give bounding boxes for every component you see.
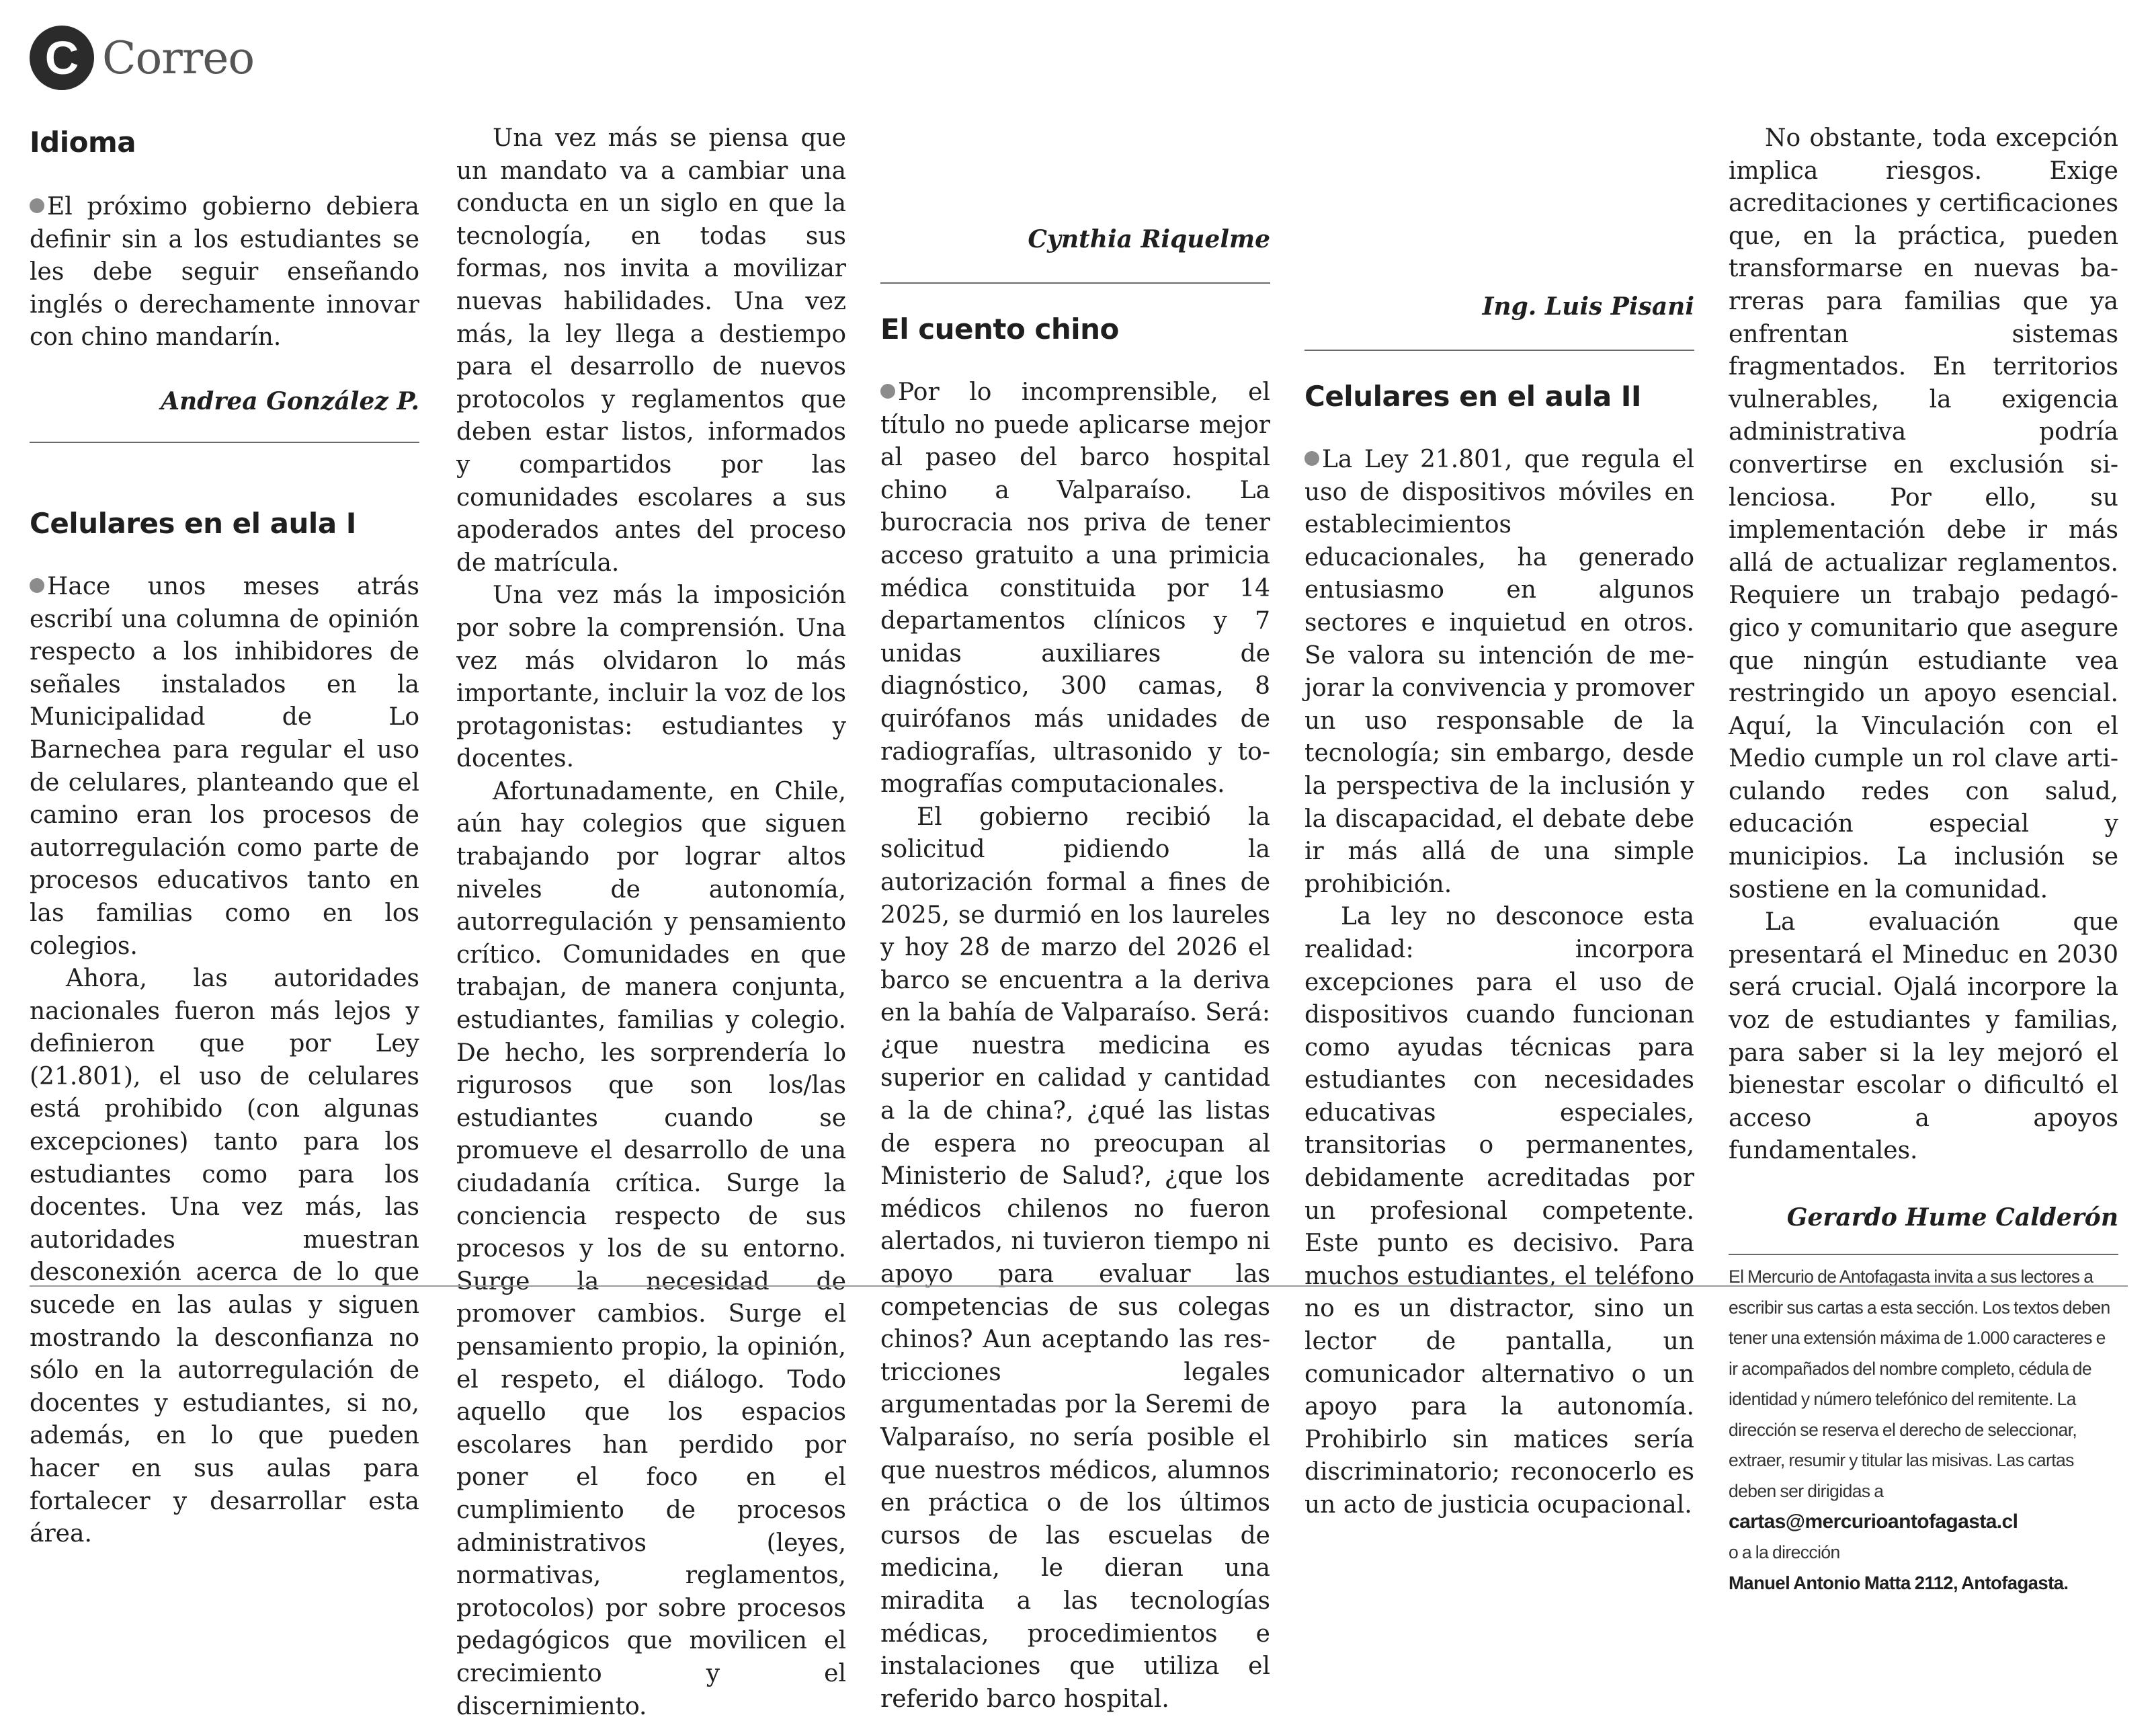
column-1 bbox=[30, 122, 419, 1551]
letter-paragraph: Afortunadamente, en Chile, aún hay colegios que siguen trabajando por lograr altos niveles de autonomía, autorregulación y pensamiento crítico. Comunidades en que trabajan, de manera conjunta, estudiantes, familias y colegio. De hecho, les sorprendería lo rigurosos que son los/las estudiantes cuando se promueve el desarrollo de una ciudadanía crítica. Surge la conciencia respecto de sus procesos y los de su entorno. Surge la necesidad de promover cambios. Surge el pensamiento propio, la opinión, el respeto, el diálogo. Todo aquello que los espacios escolares han perdido por poner el foco en el cumplimiento de procesos administrativos (leyes, normativas, reglamentos, protocolos) por sobre procesos pedagógicos que movilicen el crecimiento y el discernimiento. bbox=[456, 777, 846, 1720]
letter-title-cuento-chino: El cuento chino bbox=[880, 313, 1119, 346]
letter-paragraph: Ahora, las autoridades nacionales fueron más lejos y definieron que por Ley (21.801), el uso de celulares está prohibido (con algunas excepciones) tanto para los estudiantes como para los docentes. Una vez más, las autoridades muestran desconexión acerca de lo que sucede en las aulas y siguen mostrando la desconfianza no sólo en la autorregulación de docentes y estudiantes, si no, además, en lo que pueden hacer en sus aulas para fortalecer y desarrollar esta área. bbox=[30, 965, 419, 1548]
column-3 bbox=[880, 122, 1270, 1716]
letter-title-idioma: Idioma bbox=[30, 126, 136, 159]
page-bottom-rule bbox=[30, 1285, 2128, 1287]
submission-email: cartas@mercurioantofagasta.cl bbox=[1729, 1511, 2018, 1533]
letter-paragraph: El gobierno recibió la solicitud pidiendo la autorización formal a fines de 2025, se durmió en los laureles y hoy 28 de marzo del 2026 el barco se encuentra a la deriva en la bahía de Valparaíso. Será: ¿que nuestra medicina es superior en calidad y cantidad a la de china?, ¿qué las listas de espera no preocupan al Ministerio de Salud?, ¿que los médicos chilenos no fueron alertados, ni tuvieron tiempo ni apoyo para evaluar las competencias de sus colegas chinos? Aun aceptando las restricciones legales argumentadas por la Seremi de Valparaíso, no sería posible el que nuestros médicos, alumnos en práctica o de los últimos cursos de las escuelas de medicina, le dieran una miradita a las tecnologías médicas, procedimientos e instalaciones que utiliza el referido barco hospital. bbox=[880, 803, 1270, 1713]
letter-paragraph: Hace unos meses atrás escribí una columna de opinión respecto a los inhibidores de señales instalados en la Municipalidad de Lo Barnechea para regular el uso de celulares, planteando que el camino eran los procesos de autorregulación como parte de procesos educativos tanto en las familias como en los colegios. bbox=[30, 572, 419, 960]
bullet-icon bbox=[1304, 451, 1319, 466]
letter-signature-cuento-chino: Ing. Luis Pisani bbox=[1482, 292, 1694, 321]
letter-paragraph: No obstante, toda excepción implica riesgos. Exige acreditaciones y certificaciones que, en la práctica, pueden transformarse en nuevas barreras para familias que ya enfrentan sistemas fragmentados. En territorios vulnerables, la exigencia administrativa podría convertirse en exclusión silenciosa. Por ello, su implementación debe ir más allá de actualizar reglamentos. Requiere un trabajo pedagógico y comunitario que asegure que ningún estudiante vea restringido un apoyo esencial. Aquí, la Vinculación con el Medio cumple un rol clave articulando redes con salud, educación especial y municipios. La inclusión se sostiene en la comunidad. bbox=[1729, 124, 2118, 904]
letter-signature-celulares-1: Cynthia Riquelme bbox=[1028, 225, 1270, 253]
letter-signature-celulares-2: Gerardo Hume Calderón bbox=[1786, 1203, 2118, 1232]
column-2 bbox=[456, 122, 846, 1723]
submission-instructions: El Mercurio de Antofagasta invita a sus lectores a escribir sus cartas a esta sección. Los textos deben tener una extensión máxima de 1.000 caracteres e ir acompañados del nombre completo, cédula de identidad y número telefónico del remitente. La dirección se reserva el derecho de seleccionar, extraer, resumir y titular las misivas. Las cartas deben ser dirigidas a bbox=[1729, 1267, 2110, 1501]
submission-info-box bbox=[1729, 1262, 2118, 1599]
bullet-icon bbox=[30, 198, 44, 213]
section-logo-icon: C bbox=[30, 26, 94, 90]
section-title: Correo bbox=[102, 32, 255, 84]
letter-paragraph: La Ley 21.801, que regula el uso de dispositivos móviles en establecimientos educacionales, ha generado entusiasmo en algunos sectores e inquietud en otros. Se valora su intención de mejorar la convivencia y promover un uso responsable de la tecnología; sin embargo, desde la perspectiva de la inclusión y la discapacidad, el debate debe ir más allá de una simple prohibición. bbox=[1304, 446, 1694, 898]
letter-paragraph: Una vez más la imposición por sobre la comprensión. Una vez más olvidaron lo más importante, incluir la voz de los protagonistas: estudiantes y docentes. bbox=[456, 582, 846, 773]
letter-signature-idioma: Andrea González P. bbox=[161, 387, 419, 415]
column-5 bbox=[1729, 122, 2118, 1599]
letter-paragraph: Una vez más se piensa que un mandato va a cambiar una conducta en un siglo en que la tecnología, en todas sus formas, nos invita a movilizar nuevas habilidades. Una vez más, la ley llega a destiempo para el desarrollo de nuevos protocolos y reglamentos que deben estar listos, informados y compartidos por las comunidades escolares a sus apoderados antes del proceso de matrícula. bbox=[456, 124, 846, 577]
submission-address: Manuel Antonio Matta 2112, Antofagasta. bbox=[1729, 1572, 2069, 1593]
bullet-icon bbox=[880, 384, 895, 399]
letter-paragraph: Por lo incomprensible, el título no puede aplicarse mejor al paseo del barco hospital chino a Valparaíso. La burocracia nos priva de tener acceso gratuito a una primicia médica constituida por 14 departamentos clínicos y 7 unidas auxiliares de diagnóstico, 300 camas, 8 quirófanos más unidades de radiografías, ultrasonido y tomografías computacionales. bbox=[880, 378, 1270, 799]
section-masthead bbox=[30, 23, 254, 93]
letter-title-celulares-2: Celulares en el aula II bbox=[1304, 380, 1642, 413]
letter-body-idioma: El próximo gobierno debiera definir sin a los estudiantes se les debe seguir enseñando inglés o derechamente innovar con chino mandarín. bbox=[30, 193, 419, 352]
letter-paragraph: La ley no desconoce esta realidad: incorpora excepciones para el uso de dispositivos cuando funcionan como ayudas técnicas para estudiantes con necesidades educativas especiales, transitorias o permanentes, debidamente acreditadas por un profesional competente. Este punto es decisivo. Para muchos estudiantes, el teléfono no es un distractor, sino un lector de pantalla, un comunicador alternativo o un apoyo para la autonomía. Prohibirlo sin matices sería discriminatorio; reconocerlo es un acto de justicia ocupacional. bbox=[1304, 903, 1694, 1519]
submission-address-prefix: o a la dirección bbox=[1729, 1541, 1840, 1562]
bullet-icon bbox=[30, 578, 44, 593]
column-4 bbox=[1304, 122, 1694, 1522]
letter-paragraph: La evaluación que presentará el Mineduc en 2030 será crucial. Ojalá incorpore la voz de estudiantes y familias, para saber si la ley mejoró el bienestar escolar o dificultó el acceso a apoyos fundamentales. bbox=[1729, 908, 2118, 1165]
letter-title-celulares-1: Celulares en el aula I bbox=[30, 506, 356, 540]
